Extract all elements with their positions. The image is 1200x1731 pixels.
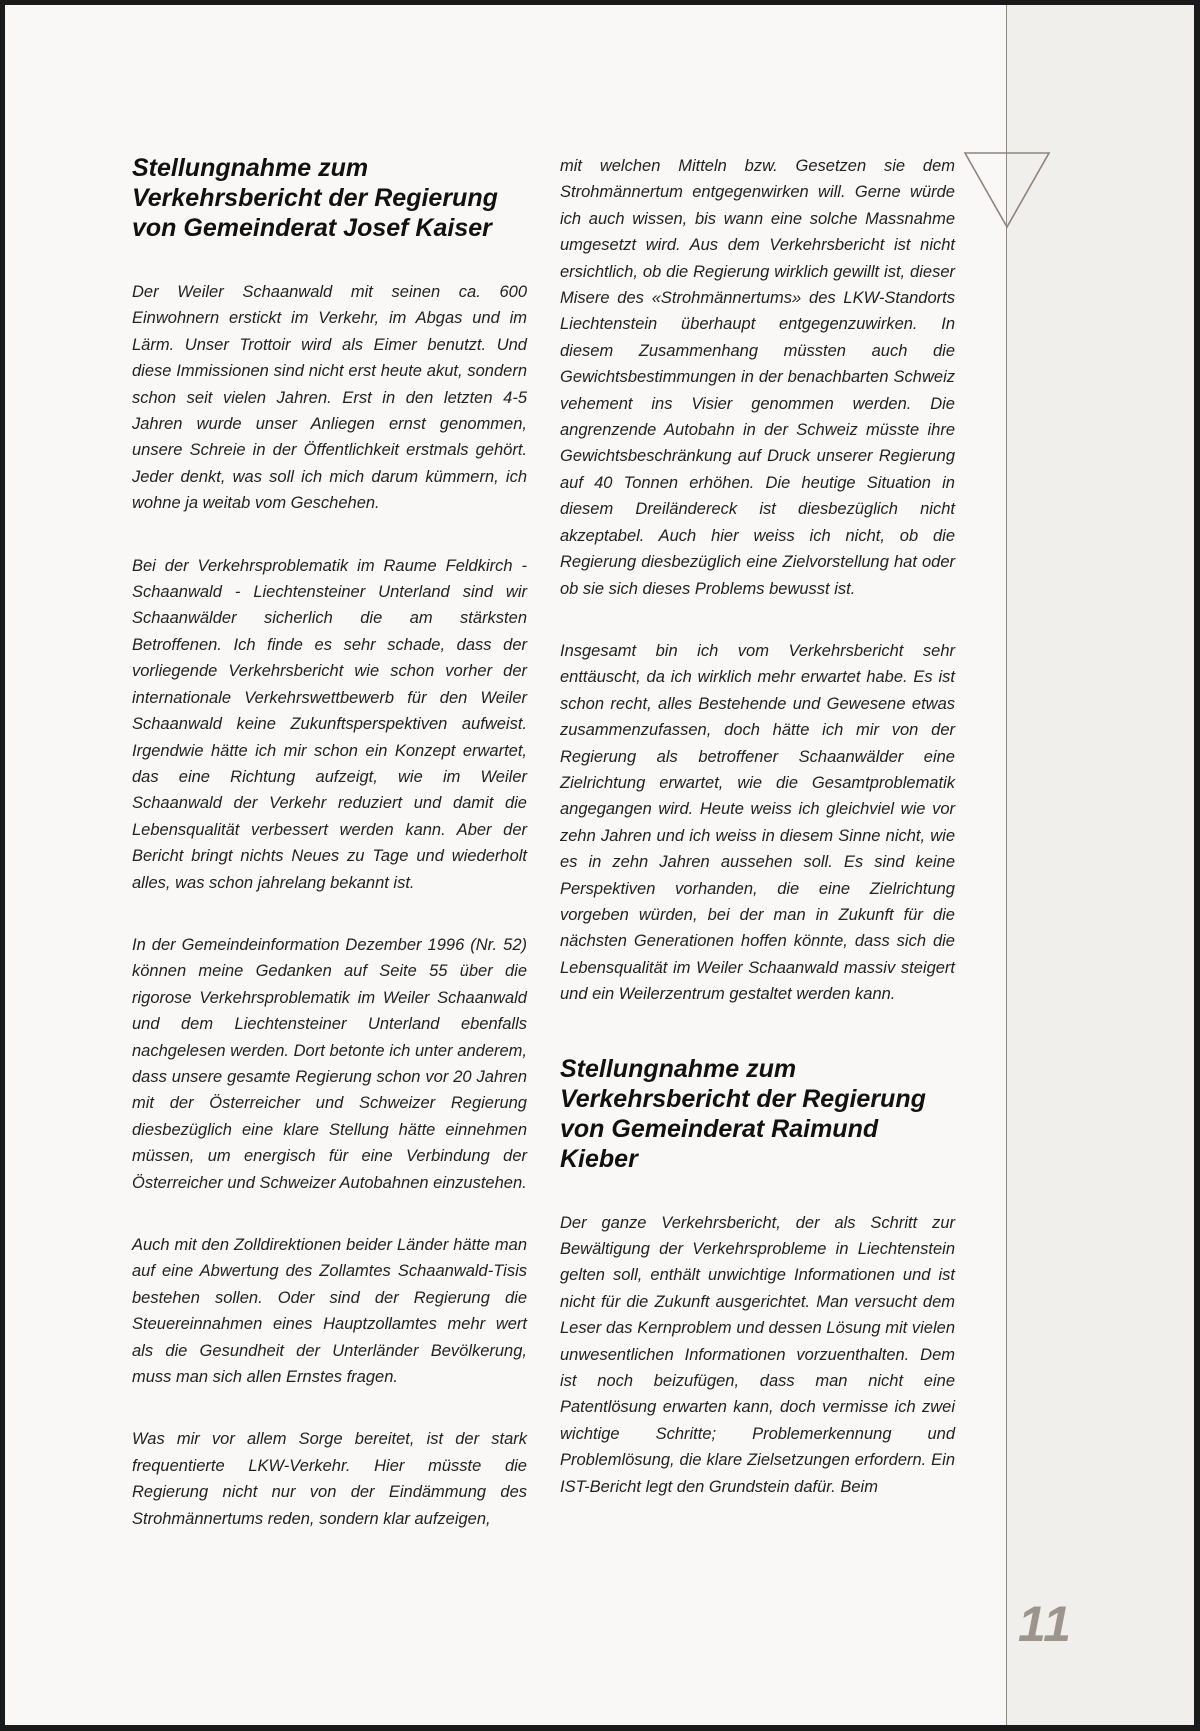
paragraph: Was mir vor allem Sorge bereitet, ist der stark frequentierte LKW-Verkehr. Hier müsste die Regierung nicht nur von der Eindämmung des Strohmännertums reden, sondern klar aufzeigen,	[132, 1430, 527, 1528]
paragraph: Der Weiler Schaanwald mit seinen ca. 600 Einwohnern erstickt im Verkehr, im Abgas und im Lärm. Unser Trottoir wird als Eimer benutzt. Und diese Immissionen sind nicht erst heute akut, sondern schon seit vielen Jahren. Erst in den letzten 4-5 Jahren wurde unser Anliegen ernst genommen, unsere Schreie in der Öffentlichkeit erstmals gehört. Jeder denkt, was soll ich mich darum kümmern, ich wohne ja weitab vom Geschehen.	[132, 283, 527, 513]
page-number: 11	[1018, 1596, 1072, 1652]
paragraph: Auch mit den Zolldirektionen beider Länder hätte man auf eine Abwertung des Zollamtes Schaanwald-Tisis bestehen sollen. Oder sind der Regierung die Steuereinnahmen eines Hauptzollamtes mehr wert als die Gesundheit der Unterländer Bevölkerung, muss man sich allen Ernstes fragen.	[132, 1236, 527, 1387]
vertical-rule	[1006, 5, 1007, 1725]
paragraph: mit welchen Mitteln bzw. Gesetzen sie dem Strohmännertum entgegenwirken will. Gerne würde ich auch wissen, bis wann eine solche Massnahme umgesetzt wird. Aus dem Verkehrsbericht ist nicht ersichtlich, ob die Regierung wirklich gewillt ist, dieser Misere des «Strohmännertums» des LKW-Standorts Liechtenstein überhaupt entgegenzuwirken. In diesem Zusammenhang müssten auch die Gewichtsbestimmungen in der benachbarten Schweiz vehement ins Visier genommen werden. Die angrenzende Autobahn in der Schweiz müsste ihre Gewichtsbeschränkung auf Druck unserer Regierung auf 40 Tonnen erhöhen. Die heutige Situation in diesem Dreiländereck ist diesbezüglich nicht akzeptabel. Auch hier weiss ich nicht, ob die Regierung diesbezüglich eine Zielvorstellung hat oder ob sie sich dieses Problems bewusst ist.	[560, 157, 955, 598]
sidebar-margin	[1007, 5, 1194, 1725]
document-page	[5, 5, 1194, 1725]
article-heading-kieber: Stellungnahme zum Verkehrsbericht der Regierung von Gemeinderat Raimund Kieber	[560, 1054, 926, 1173]
left-column	[132, 153, 527, 1532]
right-column	[560, 153, 955, 1500]
paragraph: Bei der Verkehrsproblematik im Raume Feldkirch - Schaanwald - Liechtensteiner Unterland sind wir Schaanwälder sicherlich die am stärksten Betroffenen. Ich finde es sehr schade, dass der vorliegende Verkehrsbericht wie schon vorher der internationale Verkehrswettbewerb für den Weiler Schaanwald keine Zukunftsperspektiven aufweist. Irgendwie hätte ich mir schon ein Konzept erwartet, das eine Richtung aufzeigt, wie im Weiler Schaanwald der Verkehr reduziert und damit die Lebensqualität verbessert werden kann. Aber der Bericht bringt nichts Neues zu Tage und wiederholt alles, was schon jahrelang bekannt ist.	[132, 556, 527, 892]
paragraph: Insgesamt bin ich vom Verkehrsbericht sehr enttäuscht, da ich wirklich mehr erwartet habe. Es ist schon recht, alles Bestehende und Gewesene etwas zusammenzufassen, doch hätte ich mir von der Regierung als betroffener Schaanwälder eine Zielrichtung erwartet, wie die Gesamtproblematik angegangen wird. Heute weiss ich gleichviel wie vor zehn Jahren und ich weiss in diesem Sinne nicht, wie es in zehn Jahren aussehen soll. Es sind keine Perspektiven vorhanden, die eine Zielrichtung vorgeben würden, bei der man in Zukunft für die nächsten Generationen hoffen könnte, dass sich die Lebensqualität im Weiler Schaanwald massiv steigert und ein Weilerzentrum gestaltet werden kann.	[560, 641, 955, 1004]
paragraph: Der ganze Verkehrsbericht, der als Schritt zur Bewältigung der Verkehrsprobleme in Liechtenstein gelten soll, enthält unwichtige Informationen und ist nicht für die Zukunft ausgerichtet. Man versucht dem Leser das Kernproblem und dessen Lösung mit vielen unwesentlichen Informationen vorzuenthalten. Dem ist noch beizufügen, dass man nicht eine Patentlösung erwarten kann, doch vermisse ich zwei wichtige Schritte; Problemerkennung und Problemlösung, die klare Zielsetzungen erfordern. Ein IST-Bericht legt den Grundstein dafür. Beim	[560, 1213, 955, 1496]
article-heading-kaiser: Stellungnahme zum Verkehrsbericht der Regierung von Gemeinderat Josef Kaiser	[132, 154, 498, 242]
triangle-icon	[963, 151, 1051, 229]
paragraph: In der Gemeindeinformation Dezember 1996 (Nr. 52) können meine Gedanken auf Seite 55 über die rigorose Verkehrsproblematik im Weiler Schaanwald und dem Liechtensteiner Unterland ebenfalls nachgelesen werden. Dort betonte ich unter anderem, dass unsere gesamte Regierung schon vor 20 Jahren mit der Österreicher und Schweizer Regierung diesbezüglich eine klare Stellung hätte einnehmen müssen, um energisch für eine Verbindung der Österreicher und Schweizer Autobahnen einzustehen.	[132, 935, 527, 1192]
